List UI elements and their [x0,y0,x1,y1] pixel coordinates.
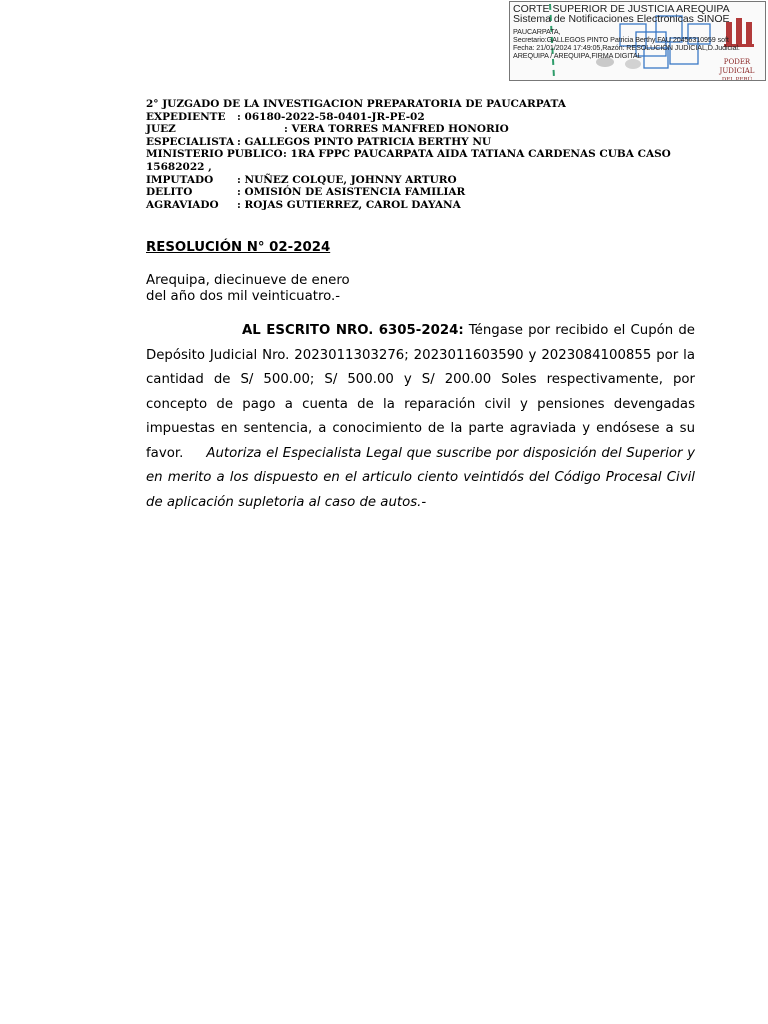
stamp-date-reason: Fecha: 21/01/2024 17:49:05,Razón: RESOLUCIÓN JUDICIAL,D.Judicial: [513,43,740,52]
ministerio-label: MINISTERIO PUBLICO [146,148,283,161]
expediente-value: : 06180-2022-58-0401-JR-PE-02 [237,110,425,123]
date-line-1: Arequipa, diecinueve de enero [146,273,350,288]
resolution-date [146,273,350,305]
ministerio-continuation [146,161,706,174]
authorization-text: Autoriza el Especialista Legal que suscribe por disposición del Superior y en merito a los dispuesto en el articulo ciento veintidós del Código Procesal Civil de aplicación supletoria al caso de autos.- [146,445,695,510]
ministerio-cont: 15682022 , [146,160,212,173]
resolution-body [146,319,695,515]
juez-value: : VERA TORRES MANFRED HONORIO [284,123,509,136]
delito-row [146,186,706,199]
resolution-title: RESOLUCIÓN N° 02-2024 [146,240,331,255]
especialista-value: : GALLEGOS PINTO PATRICIA BERTHY NU [237,135,492,148]
stamp-district: AREQUIPA / AREQUIPA,FIRMA DIGITAL [513,51,642,60]
digital-signature-stamp [509,1,766,81]
agraviado-row [146,199,706,212]
imputado-value: : NUÑEZ COLQUE, JOHNNY ARTURO [237,173,457,186]
imputado-label: IMPUTADO [146,173,214,186]
juez-row [146,123,706,136]
stamp-location: PAUCARPATA, [513,27,561,36]
especialista-label: ESPECIALISTA [146,135,235,148]
logo-subtext: DEL PERÚ [721,77,753,81]
ministerio-value: : 1RA FPPC PAUCARPATA AIDA TATIANA CARDENAS CUBA CASO [283,148,671,161]
date-line-2: del año dos mil veinticuatro.- [146,289,341,304]
expediente-row [146,111,706,124]
agraviado-value: : ROJAS GUTIERREZ, CAROL DAYANA [237,198,461,211]
resolution-text: Téngase por recibido el Cupón de Depósito Judicial Nro. 2023011303276; 2023011603590 y 2023084100855 por la cantidad de S/ 500.00; S/ 500.00 y S/ 200.00 Soles respectivamente, por concepto de pago a cuenta de la reparación civil y pensiones devengadas impuestas en sentencia, a conocimiento de la parte agraviada y endósese a su favor. [146,323,695,461]
escrito-reference: AL ESCRITO NRO. 6305-2024: [242,323,464,338]
stamp-seal-shape [625,59,641,69]
logo-text: PODER JUDICIAL [719,58,755,75]
court-name: 2° JUZGADO DE LA INVESTIGACION PREPARATORIA DE PAUCARPATA [146,98,566,110]
imputado-row [146,174,706,187]
stamp-signer: Secretario:GALLEGOS PINTO Patricia Berthy FAU 20456310959 soft [513,35,729,44]
stamp-title: CORTE SUPERIOR DE JUSTICIA AREQUIPA [513,3,730,15]
delito-value: : OMISIÓN DE ASISTENCIA FAMILIAR [237,186,466,199]
delito-label: DELITO [146,186,193,199]
ministerio-row [146,148,706,161]
expediente-label: EXPEDIENTE [146,110,226,123]
agraviado-label: AGRAVIADO [146,198,219,211]
case-header [146,98,706,211]
poder-judicial-logo-text [709,58,765,81]
stamp-subtitle: Sistema de Notificaciones Electronicas SINOE [513,13,730,25]
especialista-row [146,136,706,149]
juez-label: JUEZ [146,123,176,136]
